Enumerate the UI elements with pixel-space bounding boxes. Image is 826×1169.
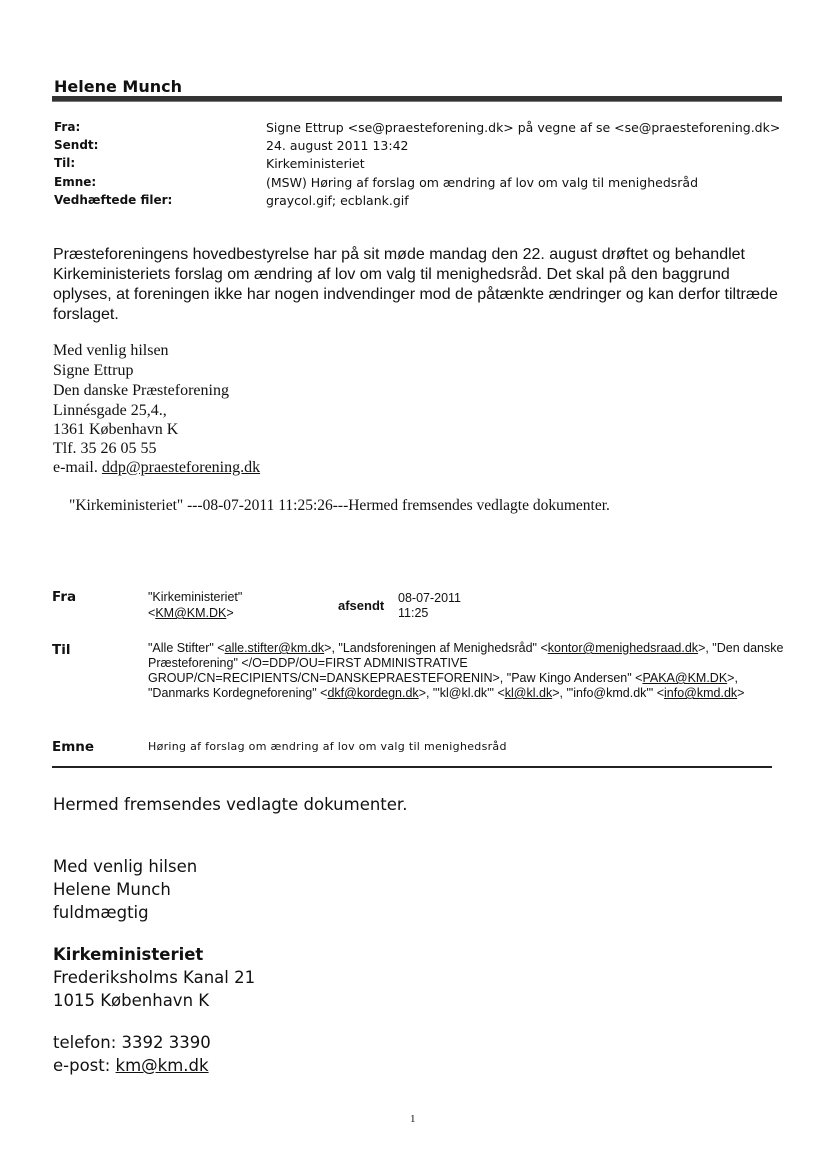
sent-label: Sendt: [54, 138, 99, 152]
recipient-text: > [737, 686, 745, 700]
fwd-from-name: "Kirkeministeriet" [148, 590, 243, 604]
recipient-text: >, "'kl@kl.dk'" < [418, 686, 505, 700]
original-name: Helene Munch [53, 880, 171, 899]
recipient-link-menighedsraad[interactable]: kontor@menighedsraad.dk [547, 641, 699, 655]
header-divider [52, 96, 782, 102]
fwd-sent-date: 08-07-2011 [398, 591, 462, 605]
signature-city: 1361 København K [53, 421, 179, 438]
fwd-subject-value: Høring af forslag om ændring af lov om valg til menighedsråd [148, 740, 507, 753]
recipient-text: >, "'info@kmd.dk'" < [552, 686, 665, 700]
original-title: fuldmægtig [53, 903, 149, 922]
fwd-from-label: Fra [52, 589, 77, 605]
signature-org: Den danske Præsteforening [53, 382, 229, 399]
to-label: Til: [54, 156, 76, 170]
signature-email-line [53, 459, 260, 477]
recipient-text: "Alle Stifter" < [148, 641, 225, 655]
original-org: Kirkeministeriet [53, 945, 204, 964]
recipient-link-kordegn[interactable]: dkf@kordegn.dk [327, 686, 419, 700]
original-body: Hermed fremsendes vedlagte dokumenter. [53, 795, 408, 814]
forward-divider [52, 766, 772, 768]
original-street: Frederiksholms Kanal 21 [53, 968, 256, 987]
fwd-to-label: Til [52, 642, 71, 658]
recipient-link-kl[interactable]: kl@kl.dk [504, 686, 553, 700]
original-greeting: Med venlig hilsen [53, 857, 198, 876]
fwd-sent-time: 11:25 [398, 606, 429, 620]
original-phone: telefon: 3392 3390 [53, 1033, 211, 1052]
recipient-link-paka[interactable]: PAKA@KM.DK [642, 671, 728, 685]
message-paragraph: Præsteforeningens hovedbestyrelse har på sit møde mandag den 22. august drøftet og behandlet Kirkeministeriets forslag om ændring af lov om valg til menighedsråd. Det skal på den baggrund oplyses, at foreningen ikke har nogen indvendinger mod de påtænkte ændringer og kan derfor tiltræde forslaget. [53, 246, 778, 323]
subject-value: (MSW) Høring af forslag om ændring af lov om valg til menighedsråd [266, 175, 699, 190]
fwd-from-email-line: <KM@KM.DK> [148, 606, 234, 620]
document-owner-name: Helene Munch [54, 77, 182, 96]
signature-phone: Tlf. 35 26 05 55 [53, 440, 157, 457]
recipient-text: >, "Den danske Præsteforening" </O=DDP/OU=FIRST ADMINISTRATIVE GROUP/CN=RECIPIENTS/CN=DANSKEPRAESTEFORENIN>, "Paw Kingo Andersen" < [148, 641, 784, 685]
fwd-subject-label: Emne [52, 739, 95, 755]
signature-street: Linnésgade 25,4., [53, 402, 167, 419]
from-value: Signe Ettrup <se@praesteforening.dk> på vegne af se <se@praesteforening.dk> [266, 120, 781, 135]
to-value: Kirkeministeriet [266, 156, 365, 171]
sent-value: 24. august 2011 13:42 [266, 138, 409, 153]
original-email-line [53, 1056, 209, 1075]
attachments-value: graycol.gif; ecblank.gif [266, 193, 409, 208]
original-email-label: e-post: [53, 1056, 116, 1075]
subject-label: Emne: [54, 175, 97, 189]
fwd-sent-label: afsendt [338, 598, 385, 613]
original-email-link[interactable]: km@km.dk [115, 1056, 209, 1075]
signature-email-label: e-mail. [53, 459, 102, 476]
forward-summary-line: "Kirkeministeriet" ---08-07-2011 11:25:26---Hermed fremsendes vedlagte dokumenter. [69, 497, 610, 514]
signature-email-link[interactable]: ddp@praesteforening.dk [101, 459, 261, 476]
fwd-recipients [148, 641, 788, 701]
from-label: Fra: [54, 120, 81, 134]
recipient-text: >, "Danmarks Kordegneforening" < [148, 671, 738, 700]
fwd-from-email-link[interactable]: KM@KM.DK [155, 606, 227, 620]
recipient-link-kmd[interactable]: info@kmd.dk [664, 686, 738, 700]
original-city: 1015 København K [53, 991, 210, 1010]
recipient-link-alle-stifter[interactable]: alle.stifter@km.dk [224, 641, 325, 655]
recipient-text: >, "Landsforeningen af Menighedsråd" < [324, 641, 548, 655]
page-number: 1 [410, 1113, 416, 1125]
attachments-label: Vedhæftede filer: [54, 193, 173, 207]
signature-greeting: Med venlig hilsen [53, 342, 169, 359]
signature-name: Signe Ettrup [53, 362, 134, 379]
